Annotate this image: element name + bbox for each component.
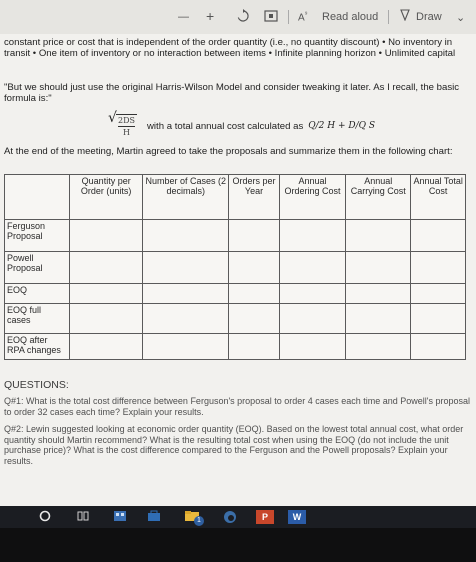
file-explorer-icon[interactable] xyxy=(182,510,202,524)
table-cell[interactable] xyxy=(229,304,280,334)
eoq-sqrt-expression: √ 2DS H xyxy=(108,110,135,137)
table-cell[interactable] xyxy=(229,334,280,360)
table-cell[interactable] xyxy=(411,284,466,304)
eoq-formula xyxy=(108,110,376,138)
table-row xyxy=(5,304,466,334)
table-cell[interactable] xyxy=(229,284,280,304)
question-1: Q#1: What is the total cost difference between Ferguson's proposal to order 4 cases each time and Powell's proposal to order 32 cases each time? Explain your results. xyxy=(4,396,471,417)
table-row xyxy=(5,284,466,304)
zoom-in-button[interactable]: + xyxy=(206,8,215,24)
table-header-carrying-cost: Annual Carrying Cost xyxy=(346,175,411,220)
table-header-cases: Number of Cases (2 decimals) xyxy=(143,175,229,220)
row-label: Ferguson Proposal xyxy=(5,220,70,252)
powerpoint-icon[interactable]: P xyxy=(256,510,274,524)
toolbar-divider xyxy=(388,10,389,24)
table-header-quantity: Quantity per Order (units) xyxy=(70,175,143,220)
table-cell[interactable] xyxy=(143,304,229,334)
quote-paragraph: "But we should just use the original Harris-Wilson Model and consider tweaking it later. As I recall, the basic formula is:" xyxy=(4,82,460,104)
table-cell[interactable] xyxy=(346,304,411,334)
draw-icon xyxy=(400,9,410,24)
table-cell[interactable] xyxy=(346,334,411,360)
questions-heading: QUESTIONS: xyxy=(4,379,69,391)
windows-taskbar xyxy=(0,506,476,528)
sqrt-numerator: 2DS xyxy=(118,116,135,125)
table-cell[interactable] xyxy=(279,252,345,284)
document-page xyxy=(0,34,476,506)
row-label: EOQ full cases xyxy=(5,304,70,334)
toolbar-divider xyxy=(288,10,289,24)
table-cell[interactable] xyxy=(279,304,345,334)
table-header-ordering-cost: Annual Ordering Cost xyxy=(279,175,345,220)
table-cell[interactable] xyxy=(346,252,411,284)
chevron-down-icon[interactable]: ⌄ xyxy=(456,12,466,24)
table-cell[interactable] xyxy=(143,252,229,284)
sqrt-denominator: H xyxy=(123,128,130,137)
table-cell[interactable] xyxy=(411,252,466,284)
table-row xyxy=(5,252,466,284)
store-icon[interactable] xyxy=(146,510,162,524)
formula-description: with a total annual cost calculated as xyxy=(146,120,304,132)
read-aloud-icon: $A^{^9}$ xyxy=(298,11,308,24)
table-cell[interactable] xyxy=(279,284,345,304)
reader-toolbar xyxy=(0,0,476,35)
zoom-out-button[interactable]: — xyxy=(178,11,189,23)
table-cell[interactable] xyxy=(346,220,411,252)
table-cell[interactable] xyxy=(279,334,345,360)
search-circle-icon[interactable] xyxy=(38,510,52,524)
table-cell[interactable] xyxy=(143,284,229,304)
table-cell[interactable] xyxy=(229,220,280,252)
table-cell[interactable] xyxy=(143,334,229,360)
notification-badge: 1 xyxy=(194,516,204,526)
table-header-total-cost: Annual Total Cost xyxy=(411,175,466,220)
assumptions-paragraph: constant price or cost that is independent of the order quantity (i.e., no quantity discount) • No inventory in transit • One item of inventory or no interaction between items • Infinite planning horizon • Unlimited capital xyxy=(4,37,456,59)
table-cell[interactable] xyxy=(70,284,143,304)
row-label: Powell Proposal xyxy=(5,252,70,284)
word-icon[interactable]: W xyxy=(288,510,306,524)
proposal-summary-table xyxy=(4,174,466,360)
table-header-orders: Orders per Year xyxy=(229,175,280,220)
table-cell[interactable] xyxy=(70,220,143,252)
total-cost-expression: Q/2 H + D/Q S xyxy=(308,120,376,131)
summary-paragraph: At the end of the meeting, Martin agreed to take the proposals and summarize them in the following chart: xyxy=(4,146,453,157)
edge-browser-icon[interactable] xyxy=(222,510,238,524)
table-cell[interactable] xyxy=(143,220,229,252)
table-row xyxy=(5,220,466,252)
row-label: EOQ after RPA changes xyxy=(5,334,70,360)
table-cell[interactable] xyxy=(70,304,143,334)
draw-button[interactable]: Draw xyxy=(416,11,442,23)
table-cell[interactable] xyxy=(229,252,280,284)
read-aloud-button[interactable]: Read aloud xyxy=(322,11,379,23)
table-cell[interactable] xyxy=(411,334,466,360)
table-row xyxy=(5,334,466,360)
table-header-row xyxy=(5,175,466,220)
table-header-blank xyxy=(5,175,70,220)
task-view-icon[interactable] xyxy=(76,510,90,524)
table-cell[interactable] xyxy=(70,252,143,284)
table-cell[interactable] xyxy=(70,334,143,360)
question-2: Q#2: Lewin suggested looking at economic order quantity (EOQ). Based on the lowest total annual cost, what order quantity should Martin recommend? What is the resulting total cost when using the EOQ (do not include the unit purchase price)? What is the cost difference compared to the Ferguson and the Powell proposals? Explain your results. xyxy=(4,424,464,466)
table-cell[interactable] xyxy=(411,220,466,252)
table-cell[interactable] xyxy=(279,220,345,252)
table-cell[interactable] xyxy=(411,304,466,334)
widgets-icon[interactable] xyxy=(112,510,128,524)
fit-page-icon[interactable] xyxy=(264,10,278,25)
rotate-icon[interactable] xyxy=(236,9,250,26)
row-label: EOQ xyxy=(5,284,70,304)
monitor-bezel xyxy=(0,528,476,562)
table-cell[interactable] xyxy=(346,284,411,304)
